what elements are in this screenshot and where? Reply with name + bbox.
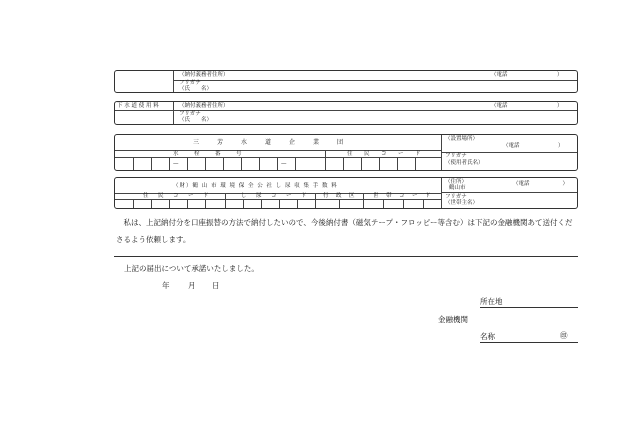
phone-label: （電話 ） — [503, 143, 564, 149]
furigana-label: フリガナ — [179, 80, 201, 86]
bank-name-label: 名称 — [480, 332, 495, 341]
bank-institution-label: 金融機関 — [438, 315, 468, 324]
urine-code-label: し 尿 コ ー ド — [241, 193, 309, 199]
meter-number-label: 水 栓 番 号 — [173, 151, 247, 157]
phone-label: （電話 ） — [513, 181, 569, 187]
water-utility-section — [114, 134, 578, 171]
sanitation-section — [114, 177, 578, 209]
phone-label: （電話 ） — [491, 72, 563, 78]
city-label: 鶴山市 — [449, 185, 466, 191]
date-year: 年 — [162, 281, 170, 290]
payer-address-label: （納付義務者住所） — [179, 72, 229, 78]
sewer-fee-label: 下 水 道 使 用 料 — [117, 103, 159, 109]
bank-name-line — [480, 342, 578, 343]
householder-label: （世帯主名） — [445, 200, 479, 206]
install-place-label: （設置場所） — [445, 136, 479, 142]
name-label: （氏 名） — [179, 117, 213, 123]
resident-code-label: 住 民 コ ー ド — [347, 151, 424, 157]
district-label: 行 政 区 — [323, 193, 356, 199]
sewer-fee-section — [114, 101, 578, 125]
furigana-label: フリガナ — [445, 153, 467, 159]
address-label: （住所） — [445, 179, 468, 185]
payer-section-1 — [114, 70, 578, 93]
sanitation-org-label: （財）鶴 山 市 環 境 保 全 公 社 し 尿 収 集 手 数 料 — [173, 183, 338, 189]
payer-address-label: （納付義務者住所） — [179, 103, 229, 109]
bank-address-line — [480, 307, 578, 308]
water-group-name: 三 芳 水 道 企 業 団 — [193, 139, 350, 146]
bank-address-label: 所在地 — [480, 297, 503, 306]
seal-mark: ㊞ — [560, 331, 568, 340]
divider — [114, 256, 578, 257]
furigana-label: フリガナ — [179, 111, 201, 117]
acceptance-text: 上記の届出について承諾いたしました。 — [124, 264, 259, 273]
phone-label: （電話 ） — [491, 103, 563, 109]
date-day: 日 — [212, 281, 220, 290]
furigana-label: フリガナ — [445, 194, 467, 200]
request-text: 私は、上記納付分を口座振替の方法で納付したいので、今後納付書（磁気テープ・フロッピー等含む）は下記の金融機関あて送付くださるよう依頼します。 — [116, 218, 573, 244]
date-month: 月 — [188, 281, 196, 290]
family-code-label: 世 帯 コ ー ド — [373, 193, 432, 199]
dash-mark: — — [281, 161, 287, 167]
user-name-label: （使用者氏名） — [445, 160, 484, 166]
name-label: （氏 名） — [179, 86, 213, 92]
resident-code-label: 住 民 コ ー ド — [143, 193, 211, 199]
dash-mark: — — [173, 161, 179, 167]
